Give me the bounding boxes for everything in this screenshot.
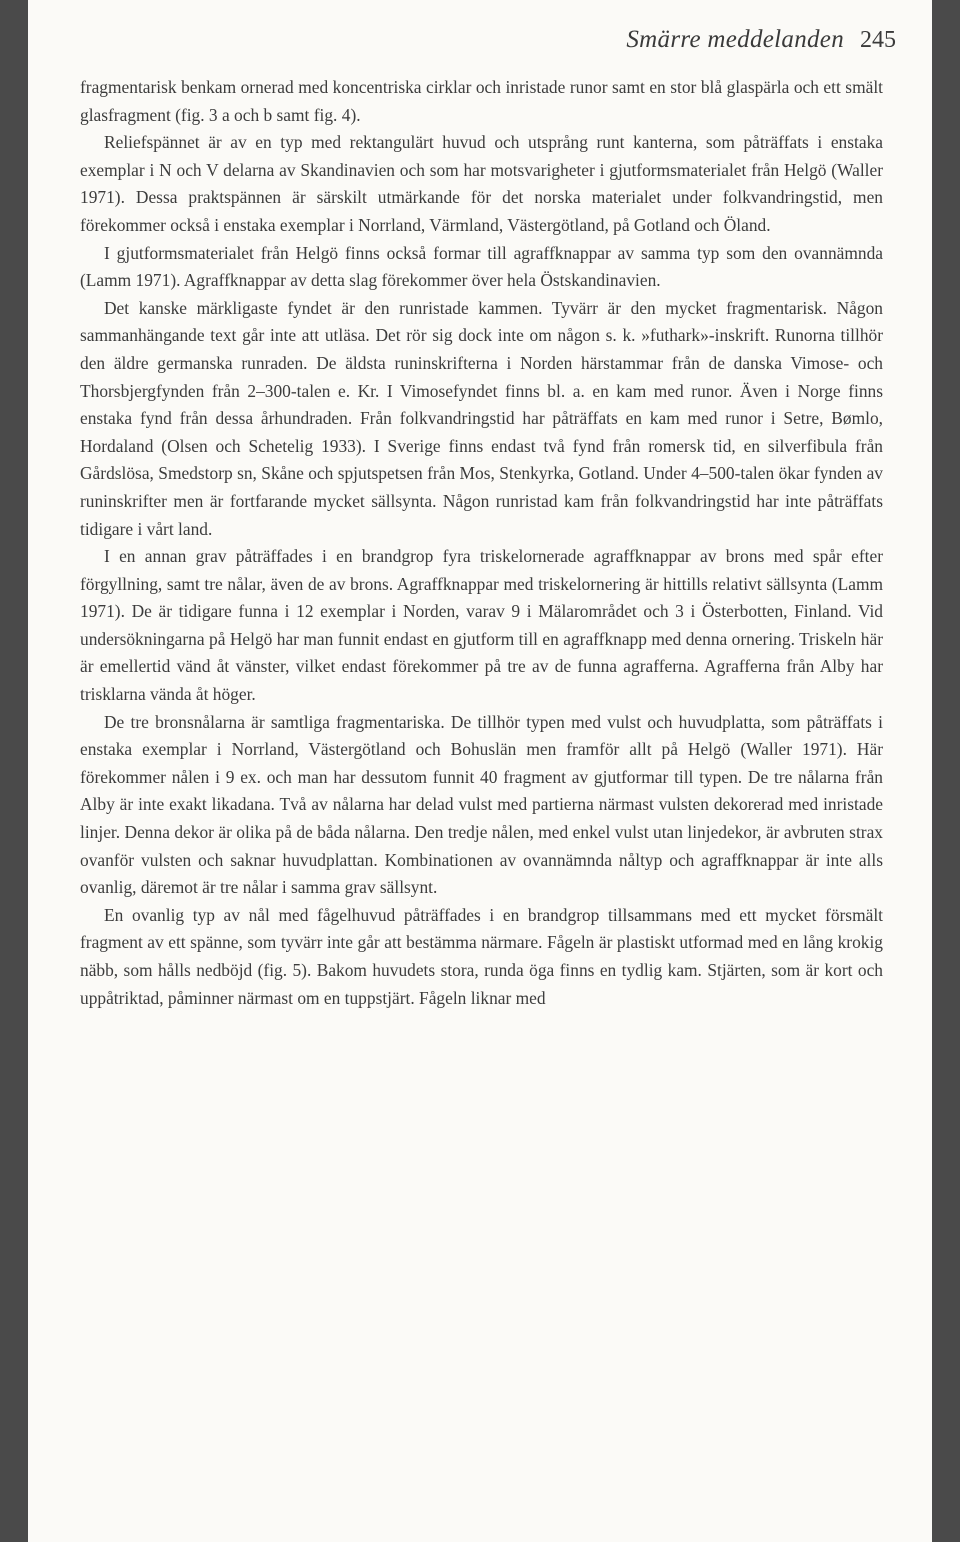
page-number: 245 xyxy=(860,27,896,53)
running-head xyxy=(80,26,896,56)
section-title: Smärre meddelanden xyxy=(626,26,844,53)
paragraph: En ovanlig typ av nål med fågelhuvud påträffades i en brandgrop tillsammans med ett mycket försmält fragment av ett spänne, som tyvärr inte går att bestämma närmare. Fågeln är plastiskt utformad med en lång krokig näbb, som hålls nedböjd (fig. 5). Bakom huvudets stora, runda öga finns en tydlig kam. Stjärten, som är kort och uppåtriktad, påminner närmast om en tuppstjärt. Fågeln liknar med xyxy=(80,904,883,1008)
paragraph: De tre bronsnålarna är samtliga fragmentariska. De tillhör typen med vulst och huvudplatta, som påträffats i enstaka exemplar i Norrland, Västergötland och Bohuslän men framför allt på Helgö (Waller 1971). Här förekommer nålen i 9 ex. och man har dessutom funnit 40 fragment av gjutformar till typen. De tre nålarna från Alby är inte exakt likadana. Två av nålarna har delad vulst med partierna närmast vulsten dekorerad med inristade linjer. Denna dekor är olika på de båda nålarna. Den tredje nålen, med enkel vulst utan linjedekor, är avbruten strax ovanför vulsten och saknar huvudplattan. Kombinationen av ovannämnda nåltyp och agraffknappar är inte alls ovanlig, däremot är tre nålar i samma grav sällsynt. xyxy=(80,711,883,898)
body-text xyxy=(80,74,883,1012)
paragraph: Reliefspännet är av en typ med rektangulärt huvud och utsprång runt kanterna, som påträffats i enstaka exemplar i N och V delarna av Skandinavien och som har motsvarigheter i gjutformsmaterialet från Helgö (Waller 1971). Dessa praktspännen är särskilt utmärkande för det norska materialet under folkvandringstid, men förekommer också i enstaka exemplar i Norrland, Värmland, Västergötland, på Gotland och Öland. xyxy=(80,132,883,235)
book-page xyxy=(28,0,932,1542)
paragraph: fragmentarisk benkam ornerad med koncentriska cirklar och inristade runor samt en stor blå glaspärla och ett smält glasfragment (fig. 3 a och b samt fig. 4). xyxy=(80,77,883,125)
paragraph: I gjutformsmaterialet från Helgö finns också formar till agraffknappar av samma typ som den ovannämnda (Lamm 1971). Agraffknappar av detta slag förekommer över hela Östskandinavien. xyxy=(80,242,883,291)
paragraph: Det kanske märkligaste fyndet är den runristade kammen. Tyvärr är den mycket fragmentarisk. Någon sammanhängande text går inte att utläsa. Det rör sig dock inte om någon s. k. »futhark»-inskrift. Runorna tillhör den äldre germanska runraden. De äldsta runinskrifterna i Norden härstammar från de danska Vimose- och Thorsbjergfynden från 2–300-talen e. Kr. I Vimosefyndet finns bl. a. en kam med runor. Även i Norge finns enstaka fynd från dessa århundraden. Från folkvandringstid har påträffats en kam med runor i Setre, Bømlo, Hordaland (Olsen och Schetelig 1933). I Sverige finns endast två fynd från romersk tid, en silverfibula från Gårdslösa, Smedstorp sn, Skåne och spjutspetsen från Mos, Stenkyrka, Gotland. Under 4–500-talen ökar fynden av runinskrifter men är fortfarande mycket sällsynta. Någon runristad kam från folkvandringstid har inte påträffats tidigare i vårt land. xyxy=(80,297,883,539)
paragraph: I en annan grav påträffades i en brandgrop fyra triskelornerade agraffknappar av brons med spår efter förgyllning, samt tre nålar, även de av brons. Agraffknappar med triskelornering är hittills relativt sällsynta (Lamm 1971). De är tidigare funna i 12 exemplar i Norden, varav 9 i Mälarområdet och 3 i Österbotten, Finland. Vid undersökningarna på Helgö har man funnit endast en gjutform till en agraffknapp med denna ornering. Triskeln här är emellertid vänd åt vänster, vilket endast förekommer på tre av de funna agrafferna. Agrafferna från Alby har trisklarna vända åt höger. xyxy=(80,546,883,705)
